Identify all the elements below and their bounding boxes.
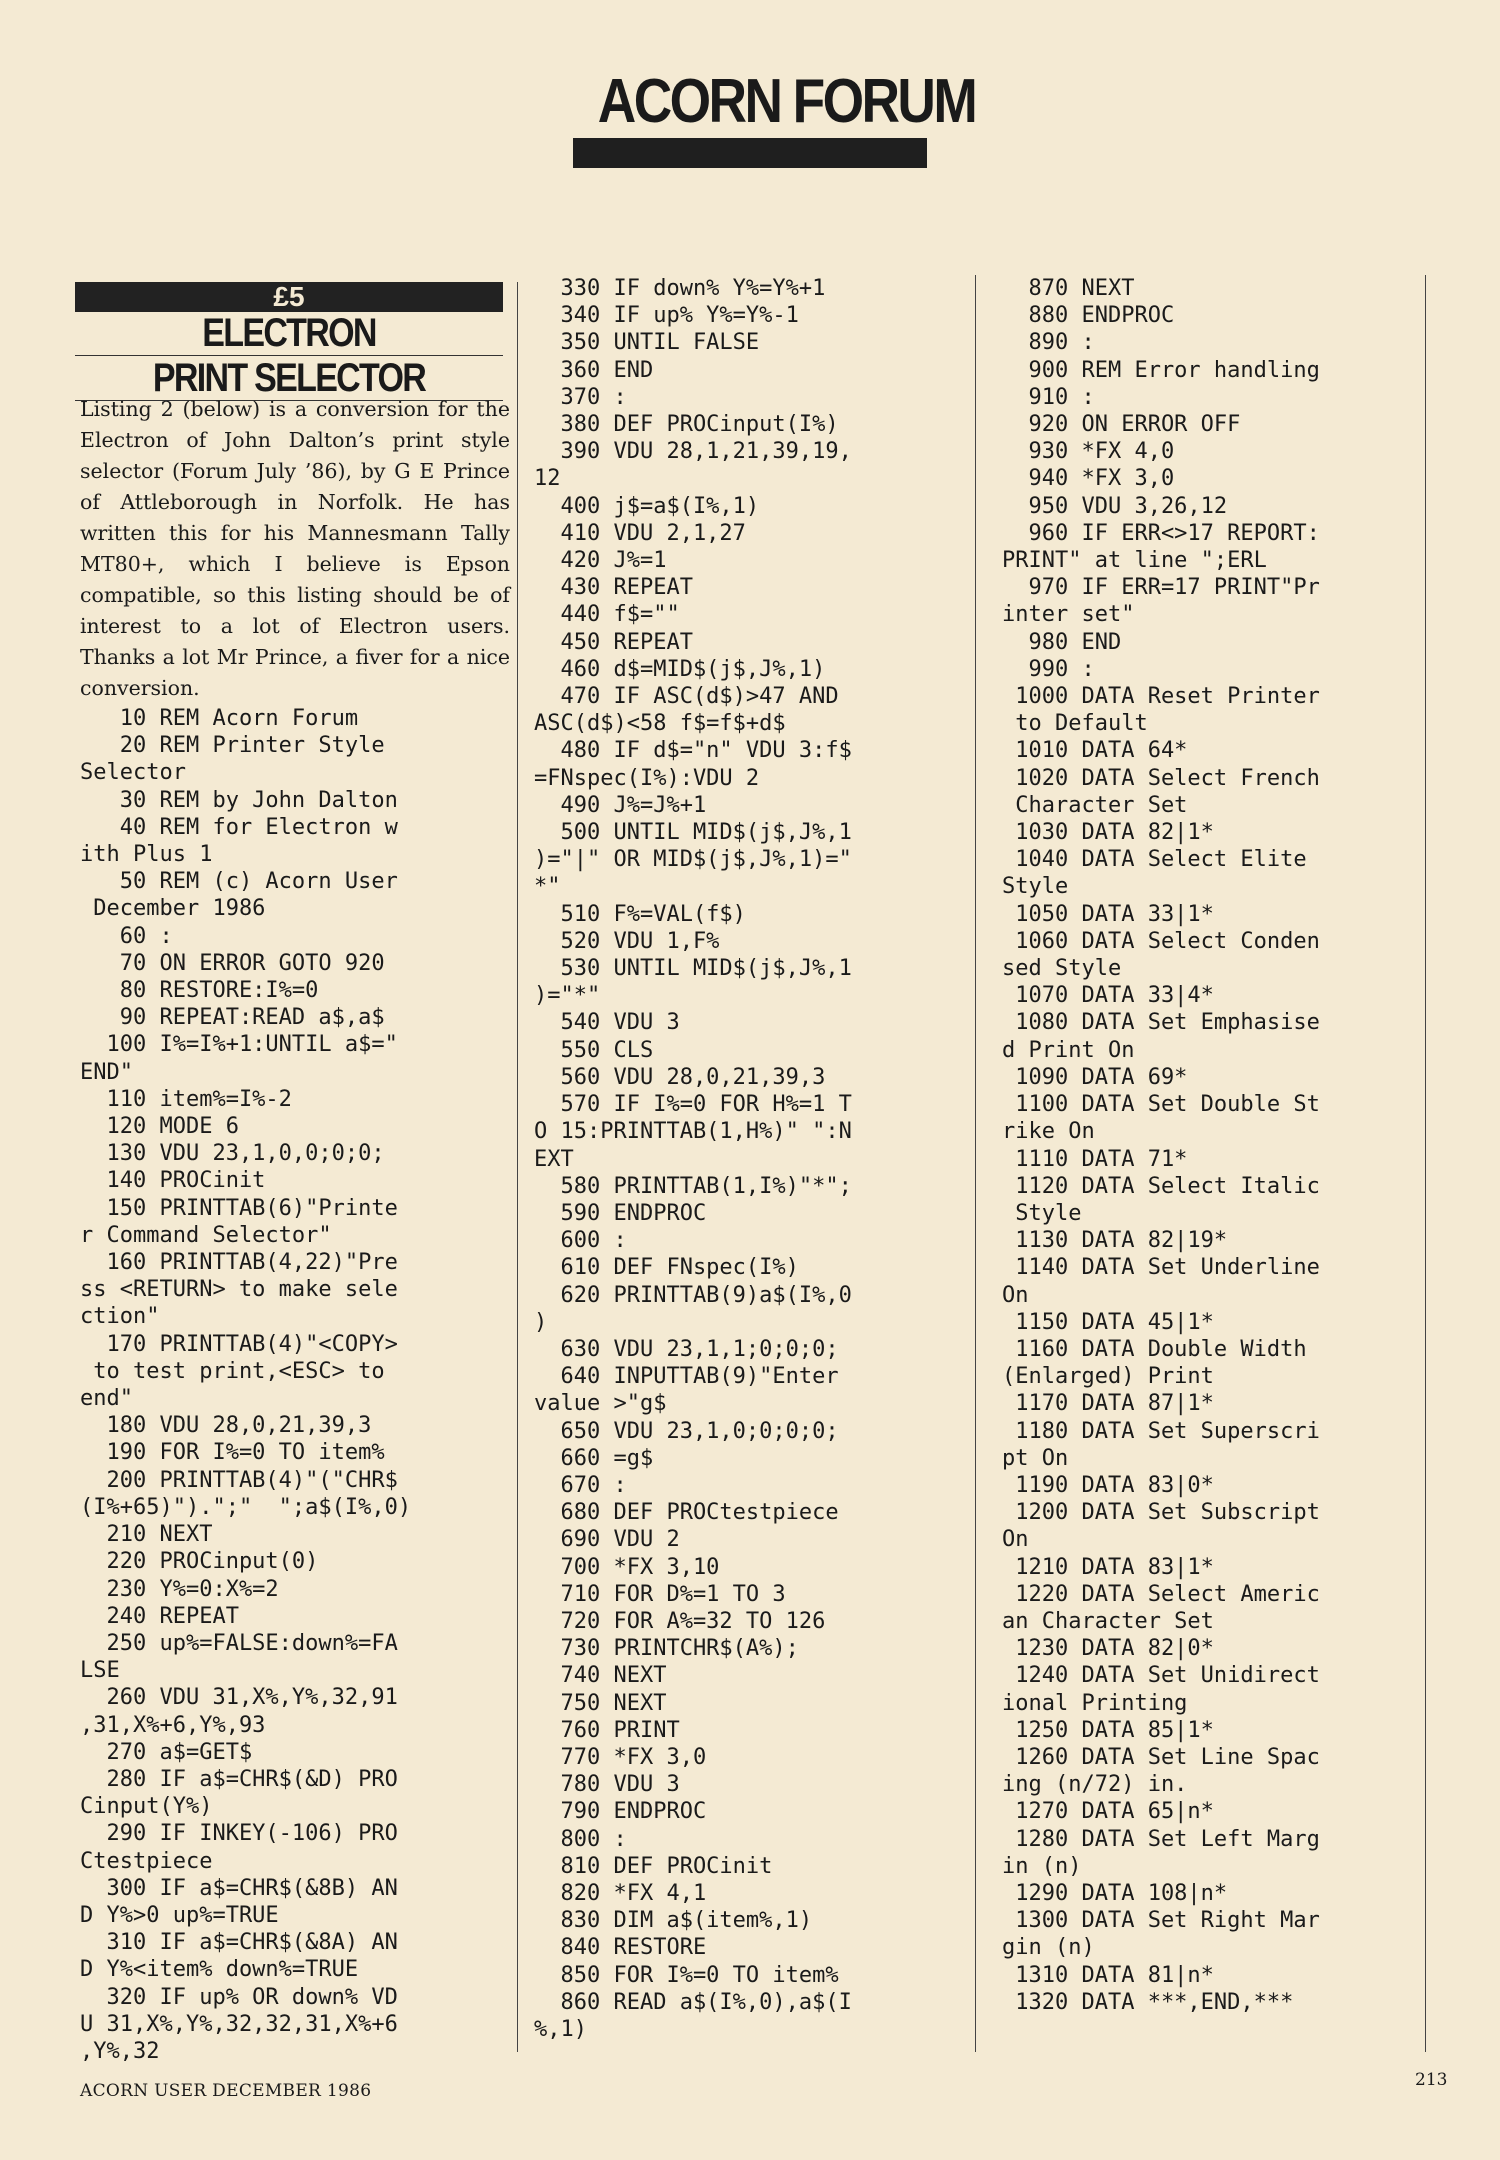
- page-number: 213: [1415, 2070, 1448, 2090]
- code-listing-column-2: 330 IF down% Y%=Y%+1 340 IF up% Y%=Y%-1 350 UNTIL FALSE 360 END 370 : 380 DEF PROCinput(I%) 390 VDU 28,1,21,39,19, 12 400 j$=a$(I%,1) 410 VDU 2,1,27 420 J%=1 430 REPEAT 440 f$="" 450 REPEAT 460 d$=MID$(j$,J%,1) 470 IF ASC(d$)>47 AND ASC(d$)<58 f$=f$+d$ 480 IF d$="n" VDU 3:f$ =FNspec(I%):VDU 2 490 J%=J%+1 500 UNTIL MID$(j$,J%,1 )="|" OR MID$(j$,J%,1)=" *" 510 F%=VAL(f$) 520 VDU 1,F% 530 UNTIL MID$(j$,J%,1 )="*" 540 VDU 3 550 CLS 560 VDU 28,0,21,39,3 570 IF I%=0 FOR H%=1 T O 15:PRINTTAB(1,H%)" ":N EXT 580 PRINTTAB(1,I%)"*"; 590 ENDPROC 600 : 610 DEF FNspec(I%) 620 PRINTTAB(9)a$(I%,0 ) 630 VDU 23,1,1;0;0;0; 640 INPUTTAB(9)"Enter value >"g$ 650 VDU 23,1,0;0;0;0; 660 =g$ 670 : 680 DEF PROCtestpiece 690 VDU 2 700 *FX 3,10 710 FOR D%=1 TO 3 720 FOR A%=32 TO 126 730 PRINTCHR$(A%); 740 NEXT 750 NEXT 760 PRINT 770 *FX 3,0 780 VDU 3 790 ENDPROC 800 : 810 DEF PROCinit 820 *FX 4,1 830 DIM a$(item%,1) 840 RESTORE 850 FOR I%=0 TO item% 860 READ a$(I%,0),a$(I %,1): [534, 276, 852, 2042]
- masthead-title: ACORN FORUM: [597, 67, 976, 136]
- masthead: [573, 67, 976, 168]
- headline-line-1: ELECTRON: [202, 311, 376, 355]
- column-divider-3: [1425, 275, 1426, 2052]
- code-listing-column-1: 10 REM Acorn Forum 20 REM Printer Style Selector 30 REM by John Dalton 40 REM for Electron w ith Plus 1 50 REM (c) Acorn User December 1986 60 : 70 ON ERROR GOTO 920 80 RESTORE:I%=0 90 REPEAT:READ a$,a$ 100 I%=I%+1:UNTIL a$=" END" 110 item%=I%-2 120 MODE 6 130 VDU 23,1,0,0;0;0; 140 PROCinit 150 PRINTTAB(6)"Printe r Command Selector" 160 PRINTTAB(4,22)"Pre ss <RETURN> to make sele ction" 170 PRINTTAB(4)"<COPY> to test print,<ESC> to end" 180 VDU 28,0,21,39,3 190 FOR I%=0 TO item% 200 PRINTTAB(4)"("CHR$ (I%+65)").";" ";a$(I%,0) 210 NEXT 220 PROCinput(0) 230 Y%=0:X%=2 240 REPEAT 250 up%=FALSE:down%=FA LSE 260 VDU 31,X%,Y%,32,91 ,31,X%+6,Y%,93 270 a$=GET$ 280 IF a$=CHR$(&D) PRO Cinput(Y%) 290 IF INKEY(-106) PRO Ctestpiece 300 IF a$=CHR$(&8B) AN D Y%>0 up%=TRUE 310 IF a$=CHR$(&8A) AN D Y%<item% down%=TRUE 320 IF up% OR down% VD U 31,X%,Y%,32,32,31,X%+6 ,Y%,32: [80, 706, 412, 2064]
- intro-paragraph: Listing 2 (below) is a conversion for the Electron of John Dalton’s print style selector (Forum July ’86), by G E Prince of Attleborough in Norfolk. He has written this for his Mannesmann Tally MT80+, which I believe is Epson compatible, so this listing should be of interest to a lot of Electron users. Thanks a lot Mr Prince, a fiver for a nice conversion.: [80, 397, 510, 700]
- magazine-footer: ACORN USER DECEMBER 1986: [80, 2081, 372, 2101]
- article-header: [75, 282, 503, 402]
- masthead-bar: [573, 138, 927, 168]
- headline-line-2: PRINT SELECTOR: [152, 356, 426, 400]
- price-badge: £5: [75, 282, 503, 312]
- code-listing-column-3: 870 NEXT 880 ENDPROC 890 : 900 REM Error handling 910 : 920 ON ERROR OFF 930 *FX 4,0 940 *FX 3,0 950 VDU 3,26,12 960 IF ERR<>17 REPORT: PRINT" at line ";ERL 970 IF ERR=17 PRINT"Pr inter set" 980 END 990 : 1000 DATA Reset Printer to Default 1010 DATA 64* 1020 DATA Select French Character Set 1030 DATA 82|1* 1040 DATA Select Elite Style 1050 DATA 33|1* 1060 DATA Select Conden sed Style 1070 DATA 33|4* 1080 DATA Set Emphasise d Print On 1090 DATA 69* 1100 DATA Set Double St rike On 1110 DATA 71* 1120 DATA Select Italic Style 1130 DATA 82|19* 1140 DATA Set Underline On 1150 DATA 45|1* 1160 DATA Double Width (Enlarged) Print 1170 DATA 87|1* 1180 DATA Set Superscri pt On 1190 DATA 83|0* 1200 DATA Set Subscript On 1210 DATA 83|1* 1220 DATA Select Americ an Character Set 1230 DATA 82|0* 1240 DATA Set Unidirect ional Printing 1250 DATA 85|1* 1260 DATA Set Line Spac ing (n/72) in. 1270 DATA 65|n* 1280 DATA Set Left Marg in (n) 1290 DATA 108|n* 1300 DATA Set Right Mar gin (n) 1310 DATA 81|n* 1320 DATA ***,END,***: [1002, 276, 1320, 2015]
- column-divider-2: [975, 275, 976, 2052]
- column-divider-1: [517, 282, 518, 2052]
